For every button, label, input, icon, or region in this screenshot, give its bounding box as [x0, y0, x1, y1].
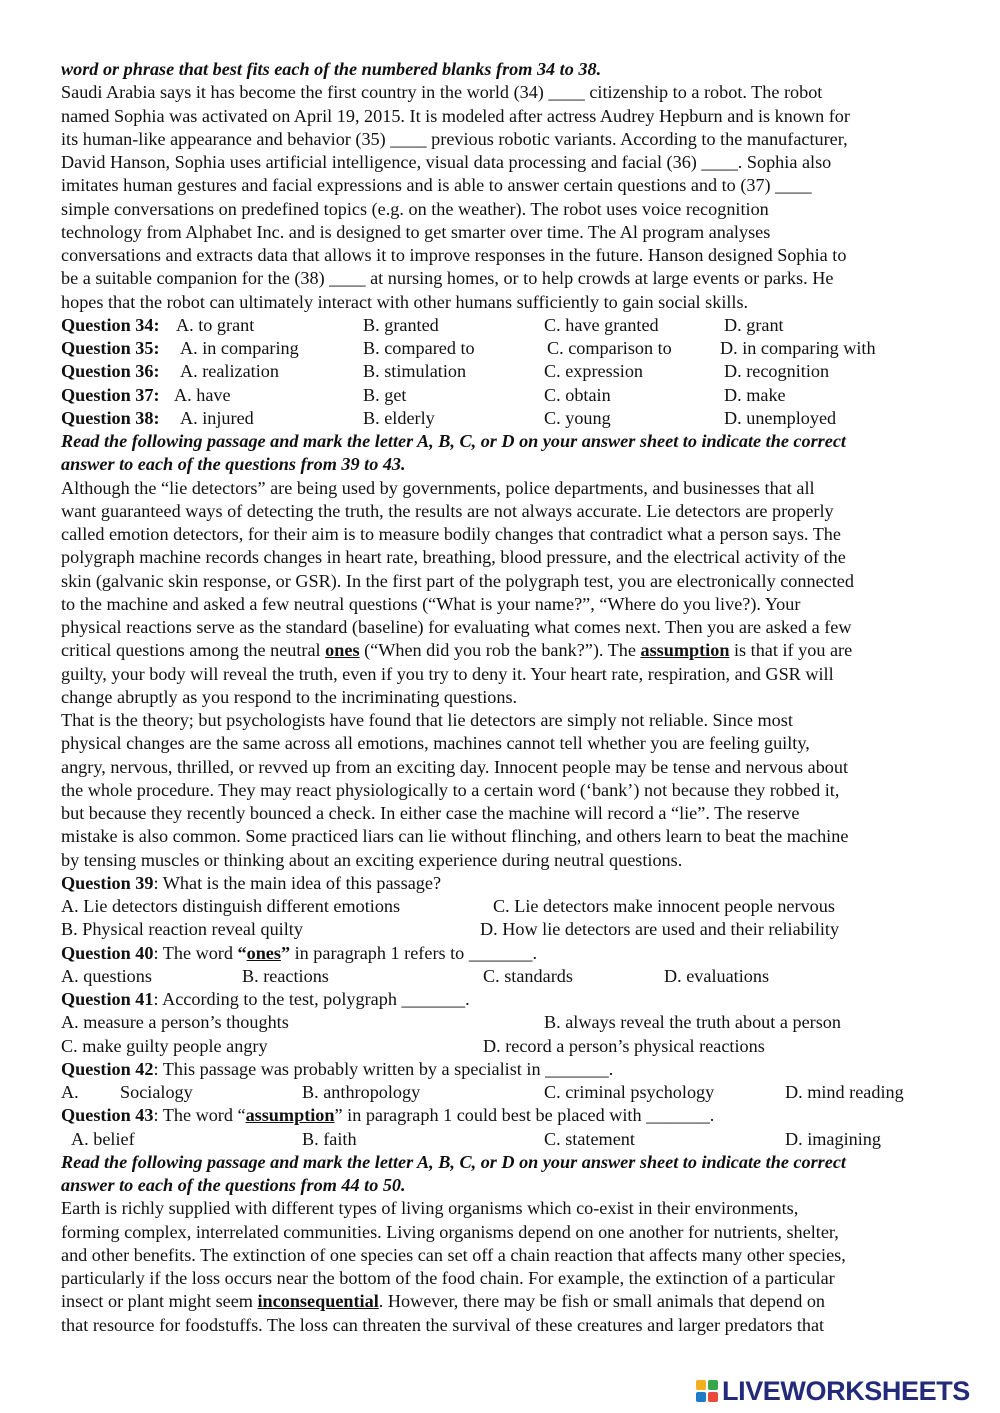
- option-c[interactable]: C. have granted: [544, 314, 659, 335]
- text-line: Saudi Arabia says it has become the first country in the world (34) ____ citizenship to a robot. The robot: [61, 82, 823, 103]
- text-segment: is that if you are: [729, 640, 853, 661]
- instruction-44-50-line2: answer to each of the questions from 44 to 50.: [61, 1175, 406, 1195]
- question-label: Question 35:: [61, 338, 160, 358]
- text-line: mistake is also common. Some practiced liars can lie without flinching, and others learn to beat the machine: [61, 826, 849, 847]
- option-a[interactable]: A. in comparing: [180, 338, 299, 358]
- question-label: Question 42: [61, 1058, 154, 1079]
- question-text: : The word “: [153, 1105, 246, 1126]
- text-line: want guaranteed ways of detecting the truth, the results are not always accurate. Lie detectors are properly: [61, 500, 834, 521]
- option-c[interactable]: C. standards: [483, 965, 573, 986]
- text-line: called emotion detectors, for their aim is to measure bodily changes that contradict what a person says. The: [61, 524, 841, 544]
- text-line: [61, 1290, 945, 1313]
- text-segment: (“When did you rob the bank?”). The: [359, 640, 641, 661]
- option-a[interactable]: A. questions: [61, 965, 152, 986]
- question-text: : The word: [153, 942, 238, 963]
- text-line: technology from Alphabet Inc. and is designed to get smarter over time. The Al program analyses: [61, 221, 771, 242]
- option-d[interactable]: D. make: [724, 384, 786, 405]
- option-a-letter[interactable]: A.: [61, 1082, 79, 1102]
- text-line: and other benefits. The extinction of one species can set off a chain reaction that affects many other species,: [61, 1244, 846, 1265]
- question-text: : According to the test, polygraph _______.: [153, 989, 470, 1009]
- option-d[interactable]: D. evaluations: [664, 965, 770, 986]
- text-line: David Hanson, Sophia uses artificial intelligence, visual data processing and facial (36) ____. Sophia also: [61, 152, 832, 172]
- option-b[interactable]: B. get: [363, 384, 407, 405]
- option-b[interactable]: B. faith: [302, 1128, 357, 1149]
- option-a[interactable]: A. measure a person’s thoughts: [61, 1012, 289, 1033]
- question-label: Question 36:: [61, 361, 160, 382]
- option-d[interactable]: D. record a person’s physical reactions: [483, 1035, 765, 1056]
- keyword-ones: ones: [246, 942, 281, 963]
- question-41-row1: [61, 1011, 945, 1034]
- option-b[interactable]: B. Physical reaction reveal quilty: [61, 919, 303, 940]
- option-c[interactable]: C. statement: [544, 1128, 635, 1149]
- text-line: [61, 639, 945, 662]
- question-label: Question 38:: [61, 407, 160, 428]
- quote-mark: ”: [280, 942, 291, 963]
- option-a[interactable]: A. Lie detectors distinguish different emotions: [61, 896, 401, 916]
- passage-lie-detectors: [61, 477, 945, 872]
- question-34: [61, 314, 945, 337]
- option-c[interactable]: C. make guilty people angry: [61, 1035, 268, 1056]
- question-38: [61, 407, 945, 430]
- question-36: [61, 360, 945, 383]
- instruction-39-43-line1: Read the following passage and mark the letter A, B, C, or D on your answer sheet to indicate the correct: [61, 431, 846, 451]
- question-39-row2: [61, 918, 945, 941]
- text-line: particularly if the loss occurs near the bottom of the food chain. For example, the extinction of a particular: [61, 1268, 835, 1288]
- option-a[interactable]: A. injured: [180, 407, 254, 428]
- text-line: its human-like appearance and behavior (35) ____ previous robotic variants. According to the manufacturer,: [61, 128, 848, 149]
- text-line: physical changes are the same across all emotions, machines cannot tell whether you are feeling guilty,: [61, 733, 810, 754]
- text-line: be a suitable companion for the (38) ____ at nursing homes, or to help crowds at large events or parks. He: [61, 268, 834, 289]
- text-segment: . However, there may be fish or small animals that depend on: [378, 1291, 826, 1312]
- worksheet-page: [61, 58, 945, 1337]
- option-c[interactable]: C. criminal psychology: [544, 1082, 715, 1102]
- passage-sophia: [61, 81, 945, 314]
- question-label: Question 39: [61, 872, 154, 893]
- option-b[interactable]: B. granted: [363, 314, 439, 335]
- text-line: hopes that the robot can ultimately interact with other humans sufficiently to gain social skills.: [61, 291, 749, 312]
- option-c[interactable]: C. expression: [544, 361, 644, 382]
- text-line: imitates human gestures and facial expressions and is able to answer certain questions and to (37) ____: [61, 175, 812, 196]
- question-text: : This passage was probably written by a specialist in _______.: [153, 1058, 614, 1079]
- text-line: guilty, your body will reveal the truth, even if you try to deny it. Your heart rate, respiration, and GSR will: [61, 663, 834, 684]
- option-c[interactable]: C. Lie detectors make innocent people nervous: [493, 896, 835, 916]
- text-line: conversations and extracts data that allows it to improve responses in the future. Hanson designed Sophia to: [61, 245, 847, 265]
- option-d[interactable]: D. grant: [724, 314, 784, 335]
- question-label: Question 40: [61, 942, 154, 963]
- option-b[interactable]: B. always reveal the truth about a person: [544, 1012, 841, 1033]
- logo-block: [696, 1380, 706, 1390]
- option-b[interactable]: B. reactions: [242, 965, 329, 986]
- question-39-stem: [61, 872, 945, 895]
- logo-blocks-icon: [696, 1380, 718, 1402]
- question-42-stem: [61, 1058, 945, 1081]
- text-line: the whole procedure. They may react physiologically to a certain word (‘bank’) not because they robbed it,: [61, 779, 840, 800]
- question-43-stem: [61, 1104, 945, 1127]
- question-41-stem: [61, 988, 945, 1011]
- option-d[interactable]: D. How lie detectors are used and their reliability: [480, 919, 840, 940]
- instruction-44-50-line1: Read the following passage and mark the letter A, B, C, or D on your answer sheet to indicate the correct: [61, 1151, 846, 1172]
- instruction-39-43-line2: answer to each of the questions from 39 to 43.: [61, 454, 406, 475]
- text-line: named Sophia was activated on April 19, 2015. It is modeled after actress Audrey Hepburn and is known for: [61, 105, 850, 126]
- option-a[interactable]: Socialogy: [120, 1082, 193, 1102]
- quote-mark: “: [237, 942, 247, 963]
- logo-block: [708, 1380, 718, 1390]
- question-43-options: [61, 1128, 945, 1151]
- text-line: Although the “lie detectors” are being used by governments, police departments, and businesses that all: [61, 477, 815, 498]
- text-line: forming complex, interrelated communities. Living organisms depend on one another for nutrients, shelter,: [61, 1221, 839, 1242]
- option-d[interactable]: D. in comparing with: [720, 338, 876, 358]
- option-a[interactable]: A. belief: [71, 1128, 135, 1149]
- text-line: polygraph machine records changes in heart rate, breathing, blood pressure, and the electrical activity of the: [61, 547, 846, 568]
- text-line: That is the theory; but psychologists have found that lie detectors are simply not reliable. Since most: [61, 710, 793, 730]
- text-line: skin (galvanic skin response, or GSR). In the first part of the polygraph test, you are electronically connected: [61, 570, 854, 591]
- liveworksheets-logo[interactable]: [696, 1375, 970, 1407]
- option-b[interactable]: B. compared to: [363, 338, 475, 358]
- text-line: change abruptly as you respond to the incriminating questions.: [61, 686, 518, 707]
- option-a[interactable]: A. have: [174, 384, 231, 405]
- question-42-options: [61, 1081, 945, 1104]
- question-40-stem: [61, 942, 945, 965]
- text-line: physical reactions serve as the standard (baseline) for evaluating what comes next. Then you are asked a few: [61, 617, 852, 637]
- question-35: [61, 337, 945, 360]
- question-39-row1: [61, 895, 945, 918]
- keyword-assumption: assumption: [640, 640, 730, 661]
- text-line: angry, nervous, thrilled, or revved up from an exciting day. Innocent people may be tense and nervous about: [61, 756, 849, 777]
- instruction-34-38: word or phrase that best fits each of the numbered blanks from 34 to 38.: [61, 59, 602, 79]
- question-label: Question 37:: [61, 384, 160, 405]
- keyword-assumption: assumption: [245, 1105, 335, 1126]
- option-d[interactable]: D. recognition: [724, 361, 830, 382]
- question-37: [61, 384, 945, 407]
- option-d[interactable]: D. imagining: [785, 1128, 881, 1149]
- keyword-inconsequential: inconsequential: [257, 1291, 379, 1312]
- option-a[interactable]: A. to grant: [176, 314, 255, 335]
- question-text: : What is the main idea of this passage?: [153, 872, 442, 893]
- text-segment: insect or plant might seem: [61, 1291, 258, 1312]
- question-text: ” in paragraph 1 could best be placed with _______.: [334, 1105, 715, 1126]
- logo-block: [696, 1392, 706, 1402]
- question-label: Question 43: [61, 1105, 154, 1126]
- question-40-options: [61, 965, 945, 988]
- logo-wordmark: LIVEWORKSHEETS: [722, 1375, 970, 1406]
- text-line: simple conversations on predefined topics (e.g. on the weather). The robot uses voice recognition: [61, 198, 769, 219]
- question-label: Question 41: [61, 989, 154, 1009]
- option-c[interactable]: C. comparison to: [547, 338, 672, 358]
- question-text: in paragraph 1 refers to _______.: [290, 942, 538, 963]
- question-label: Question 34:: [61, 314, 160, 335]
- option-b[interactable]: B. stimulation: [363, 361, 467, 382]
- text-line: by tensing muscles or thinking about an exciting experience during neutral questions.: [61, 849, 683, 870]
- text-line: Earth is richly supplied with different types of living organisms which co-exist in their environments,: [61, 1198, 799, 1219]
- option-c[interactable]: C. young: [544, 407, 611, 428]
- logo-block: [708, 1392, 718, 1402]
- keyword-ones: ones: [325, 640, 360, 661]
- option-d[interactable]: D. mind reading: [785, 1082, 904, 1102]
- passage-extinction: [61, 1197, 945, 1337]
- text-line: but because they recently bounced a check. In either case the machine will record a “lie”. The reserve: [61, 803, 800, 823]
- option-d[interactable]: D. unemployed: [724, 407, 837, 428]
- text-line: that resource for foodstuffs. The loss can threaten the survival of these creatures and larger predators that: [61, 1314, 825, 1335]
- option-a[interactable]: A. realization: [180, 361, 279, 382]
- text-segment: critical questions among the neutral: [61, 640, 326, 661]
- question-41-row2: [61, 1035, 945, 1058]
- option-b[interactable]: B. elderly: [363, 407, 435, 428]
- text-line: to the machine and asked a few neutral questions (“What is your name?”, “Where do you live?). Your: [61, 593, 801, 614]
- option-c[interactable]: C. obtain: [544, 384, 611, 405]
- option-b[interactable]: B. anthropology: [302, 1082, 421, 1102]
